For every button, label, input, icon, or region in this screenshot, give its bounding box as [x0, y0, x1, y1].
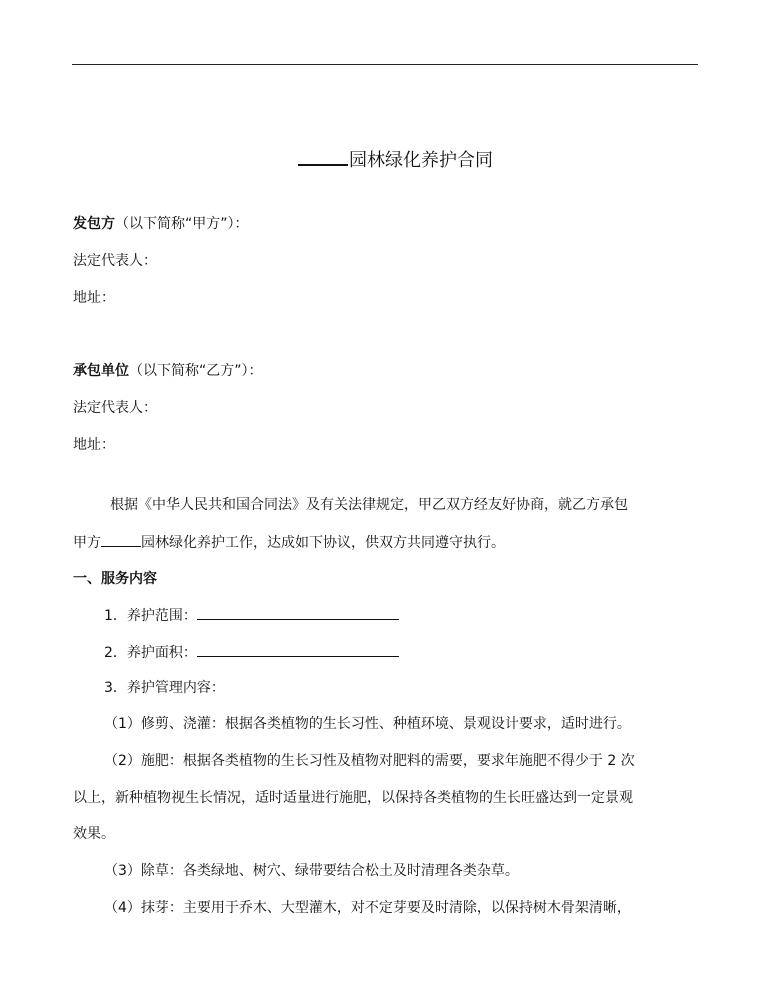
party-a-label: 发包方: [73, 216, 115, 232]
preamble-blank: [101, 532, 141, 547]
party-a-heading: [73, 214, 249, 234]
party-a-legal-rep: 法定代表人：: [73, 253, 157, 269]
item-1: [104, 605, 399, 626]
section-1-heading: 一、服务内容: [73, 571, 157, 587]
item-1-label: 1．养护范围：: [104, 608, 197, 624]
title-text: 园林绿化养护合同: [349, 150, 493, 171]
party-a-address: 地址：: [73, 290, 115, 306]
sub-item-2-line-2: 以上，新种植物视生长情况，适时适量进行施肥，以保持各类植物的生长旺盛达到一定景观: [73, 790, 633, 806]
sub-item-2-line-3: 效果。: [73, 826, 115, 842]
preamble-line-1: 根据《中华人民共和国合同法》及有关法律规定，甲乙双方经友好协商，就乙方承包: [110, 497, 628, 513]
item-2: [104, 642, 399, 663]
preamble-party-a: 甲方: [73, 535, 101, 551]
party-a-note: （以下简称“甲方”）：: [115, 216, 249, 232]
item-3: 3．养护管理内容：: [104, 680, 225, 696]
preamble-line-2: [73, 532, 505, 553]
sub-item-2-line-1: （2）施肥：根据各类植物的生长习性及植物对肥料的需要，要求年施肥不得少于 2 次: [104, 753, 635, 769]
item-2-blank: [197, 642, 399, 657]
item-2-label: 2．养护面积：: [104, 645, 197, 661]
party-b-label: 承包单位: [73, 363, 129, 379]
sub-item-3: （3）除草：各类绿地、树穴、绿带要结合松土及时清理各类杂草。: [104, 863, 519, 879]
title-blank: [298, 146, 348, 166]
party-b-address: 地址：: [73, 437, 115, 453]
sub-item-4: （4）抹芽：主要用于乔木、大型灌木，对不定芽要及时清除，以保持树木骨架清晰，: [104, 900, 631, 916]
document-title: [298, 146, 493, 173]
sub-item-1: （1）修剪、浇灌：根据各类植物的生长习性、种植环境、景观设计要求，适时进行。: [104, 716, 631, 732]
party-b-legal-rep: 法定代表人：: [73, 400, 157, 416]
item-1-blank: [197, 605, 399, 620]
party-b-heading: [73, 361, 263, 381]
preamble-rest: 园林绿化养护工作，达成如下协议，供双方共同遵守执行。: [141, 535, 505, 551]
party-b-note: （以下简称“乙方”）：: [129, 363, 263, 379]
header-rule: [72, 64, 698, 65]
